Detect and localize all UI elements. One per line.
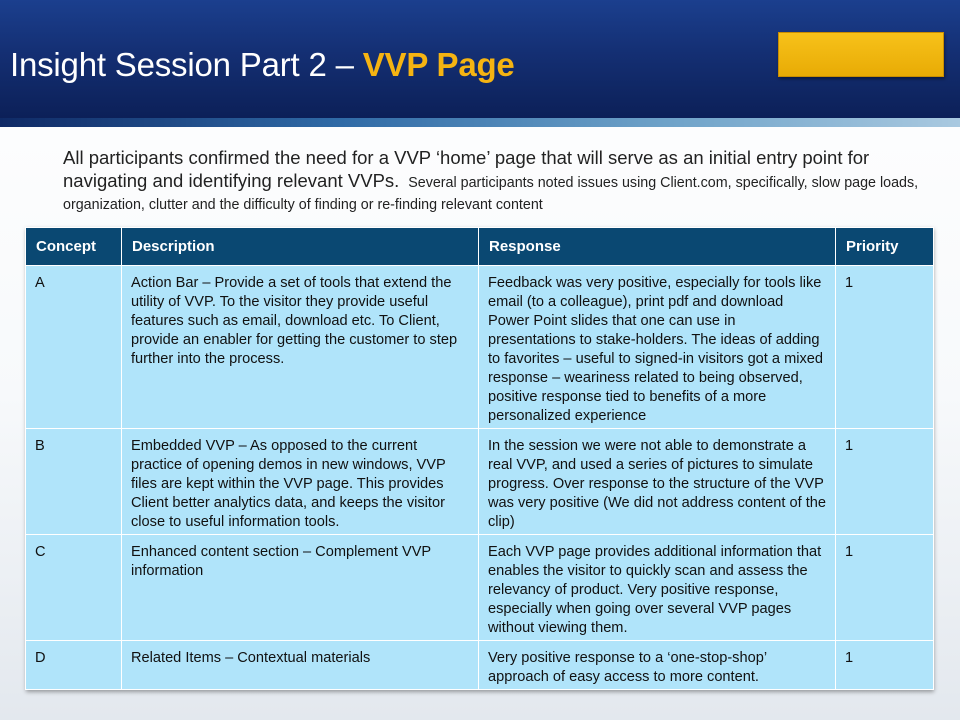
slide-title-main: Insight Session Part 2 –: [10, 46, 363, 83]
cell-response: Each VVP page provides additional information that enables the visitor to quickly scan and assess the relevancy of product. Very positive response, especially when going over several VVP pages without viewing them.: [479, 535, 836, 641]
cell-concept: B: [26, 429, 122, 535]
cell-response: Very positive response to a ‘one-stop-shop’ approach of easy access to more content.: [479, 641, 836, 690]
header-response: Response: [479, 228, 836, 266]
cell-response: Feedback was very positive, especially for tools like email (to a colleague), print pdf and download Power Point slides that one can use in presentations to stake-holders. The ideas of adding to favorites – useful to signed-in visitors got a mixed response – weariness related to being observed, positive response tied to benefits of a more personalized experience: [479, 266, 836, 429]
title-bar-stripe: [0, 118, 960, 127]
cell-description: Embedded VVP – As opposed to the current practice of opening demos in new windows, VVP files are kept within the VVP page. This provides Client better analytics data, and keeps the visitor close to useful information tools.: [122, 429, 479, 535]
cell-priority: 1: [836, 641, 934, 690]
cell-concept: D: [26, 641, 122, 690]
table-header-row: [26, 228, 934, 266]
slide-title: [10, 46, 515, 84]
table-row: [26, 429, 934, 535]
cell-description: Related Items – Contextual materials: [122, 641, 479, 690]
header-priority: Priority: [836, 228, 934, 266]
cell-response: In the session we were not able to demonstrate a real VVP, and used a series of pictures to simulate progress. Over response to the structure of the VVP was very positive (We did not address content of the clip): [479, 429, 836, 535]
intro-small-text: Several participants noted issues using Client.com, specifically, slow page loads, organization, clutter and the difficulty of finding or re-finding relevant content: [63, 175, 919, 213]
table-row: [26, 266, 934, 429]
cell-concept: A: [26, 266, 122, 429]
concept-table: [25, 227, 933, 690]
intro-text: [63, 147, 933, 216]
cell-concept: C: [26, 535, 122, 641]
header-concept: Concept: [26, 228, 122, 266]
cell-description: Enhanced content section – Complement VVP information: [122, 535, 479, 641]
slide-title-accent: VVP Page: [362, 46, 515, 83]
header-description: Description: [122, 228, 479, 266]
cell-priority: 1: [836, 429, 934, 535]
cell-priority: 1: [836, 535, 934, 641]
cell-priority: 1: [836, 266, 934, 429]
table-row: [26, 535, 934, 641]
table-row: [26, 641, 934, 690]
gold-logo-box: [778, 32, 944, 77]
cell-description: Action Bar – Provide a set of tools that extend the utility of VVP. To the visitor they provide useful features such as email, download etc. To Client, provide an enabler for getting the customer to step further into the process.: [122, 266, 479, 429]
intro-large-text: All participants confirmed the need for a VVP ‘home’ page that will serve as an initial entry point for navigating and identifying relevant VVPs.: [63, 147, 870, 191]
